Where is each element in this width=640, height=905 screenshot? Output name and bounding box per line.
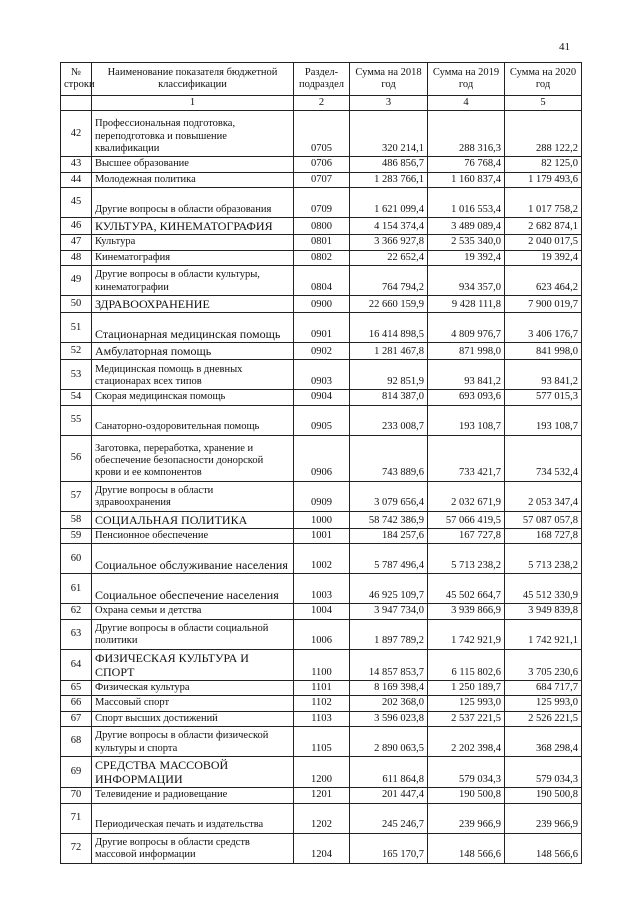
sum-2019-cell: 76 768,4 [428,157,505,172]
sum-2020-cell: 1 179 493,6 [505,172,582,187]
table-row [61,528,582,543]
header-sum-2020: Сумма на 2020 год [505,63,582,96]
sum-2018-cell: 1 621 099,4 [350,188,428,218]
sum-2019-cell: 934 357,0 [428,266,505,296]
sum-2020-cell: 2 682 874,1 [505,218,582,235]
sum-2018-cell: 92 851,9 [350,360,428,390]
row-number-cell: 72 [61,833,92,863]
sum-2018-cell: 22 652,4 [350,250,428,265]
sum-2019-cell: 733 421,7 [428,435,505,481]
header-sum-2018: Сумма на 2018 год [350,63,428,96]
sum-2020-cell: 3 406 176,7 [505,313,582,343]
sum-2018-cell: 4 154 374,4 [350,218,428,235]
header-row-number: № строки [61,63,92,96]
section-code-cell: 1006 [294,619,350,649]
indicator-name-cell: Другие вопросы в области физической культуры и спорта [92,727,294,757]
sum-2019-cell: 288 316,3 [428,111,505,157]
indicator-name-cell: Социальное обслуживание населения [92,544,294,574]
sum-2019-cell: 2 535 340,0 [428,235,505,250]
indicator-name-cell: Другие вопросы в области образования [92,188,294,218]
sum-2018-cell: 245 246,7 [350,803,428,833]
sum-2019-cell: 1 016 553,4 [428,188,505,218]
sum-2018-cell: 165 170,7 [350,833,428,863]
sum-2018-cell: 46 925 109,7 [350,574,428,604]
row-number-cell: 69 [61,757,92,788]
sum-2020-cell: 57 087 057,8 [505,511,582,528]
sum-2019-cell: 3 939 866,9 [428,604,505,619]
row-number-cell: 47 [61,235,92,250]
row-number-cell: 67 [61,711,92,726]
row-number-cell: 58 [61,511,92,528]
table-row [61,619,582,649]
indicator-name-cell: Высшее образование [92,157,294,172]
sum-2019-cell: 190 500,8 [428,788,505,803]
sum-2019-cell: 57 066 419,5 [428,511,505,528]
sum-2018-cell: 320 214,1 [350,111,428,157]
sum-2019-cell: 2 202 398,4 [428,727,505,757]
sum-2020-cell: 45 512 330,9 [505,574,582,604]
row-number-cell: 65 [61,680,92,695]
row-number-cell: 60 [61,544,92,574]
section-code-cell: 1003 [294,574,350,604]
row-number-cell: 55 [61,405,92,435]
sum-2019-cell: 1 250 189,7 [428,680,505,695]
sum-2019-cell: 693 093,6 [428,390,505,405]
row-number-cell: 46 [61,218,92,235]
sum-2020-cell: 168 727,8 [505,528,582,543]
row-number-cell: 53 [61,360,92,390]
indicator-name-cell: Медицинская помощь в дневных стационарах всех типов [92,360,294,390]
sum-2020-cell: 3 705 230,6 [505,649,582,680]
section-code-cell: 0906 [294,435,350,481]
sum-2020-cell: 684 717,7 [505,680,582,695]
sum-2020-cell: 288 122,2 [505,111,582,157]
sum-2018-cell: 202 368,0 [350,696,428,711]
sum-2018-cell: 3 366 927,8 [350,235,428,250]
indicator-name-cell: Скорая медицинская помощь [92,390,294,405]
header-sum-2019: Сумма на 2019 год [428,63,505,96]
table-row [61,604,582,619]
table-row [61,157,582,172]
section-code-cell: 1100 [294,649,350,680]
indicator-name-cell: Телевидение и радиовещание [92,788,294,803]
section-code-cell: 1204 [294,833,350,863]
sum-2018-cell: 1 283 766,1 [350,172,428,187]
sum-2018-cell: 611 864,8 [350,757,428,788]
section-code-cell: 1105 [294,727,350,757]
row-number-cell: 44 [61,172,92,187]
sum-2018-cell: 3 596 023,8 [350,711,428,726]
sum-2018-cell: 3 079 656,4 [350,481,428,511]
section-code-cell: 0705 [294,111,350,157]
sum-2019-cell: 1 160 837,4 [428,172,505,187]
sum-2018-cell: 233 008,7 [350,405,428,435]
table-row [61,435,582,481]
table-header [61,63,582,111]
table-row [61,711,582,726]
section-code-cell: 1001 [294,528,350,543]
sum-2019-cell: 125 993,0 [428,696,505,711]
table-row [61,574,582,604]
row-number-cell: 70 [61,788,92,803]
row-number-cell: 45 [61,188,92,218]
indicator-name-cell: ФИЗИЧЕСКАЯ КУЛЬТУРА И СПОРТ [92,649,294,680]
row-number-cell: 57 [61,481,92,511]
table-row [61,235,582,250]
indicator-name-cell: Массовый спорт [92,696,294,711]
sum-2020-cell: 93 841,2 [505,360,582,390]
header-section-code: Раздел-подраздел [294,63,350,96]
table-row [61,188,582,218]
sum-2020-cell: 148 566,6 [505,833,582,863]
table-row [61,757,582,788]
sum-2020-cell: 841 998,0 [505,343,582,360]
section-code-cell: 1002 [294,544,350,574]
table-row [61,544,582,574]
indicator-name-cell: Культура [92,235,294,250]
sum-2018-cell: 201 447,4 [350,788,428,803]
section-code-cell: 0903 [294,360,350,390]
sum-2019-cell: 2 537 221,5 [428,711,505,726]
section-code-cell: 1103 [294,711,350,726]
section-code-cell: 1201 [294,788,350,803]
sum-2019-cell: 93 841,2 [428,360,505,390]
table-row [61,833,582,863]
indicator-name-cell: Периодическая печать и издательства [92,803,294,833]
sum-2020-cell: 579 034,3 [505,757,582,788]
table-row [61,405,582,435]
indicator-name-cell: Кинематография [92,250,294,265]
column-number-cell: 5 [505,96,582,111]
row-number-cell: 52 [61,343,92,360]
sum-2018-cell: 1 281 467,8 [350,343,428,360]
section-code-cell: 1200 [294,757,350,788]
section-code-cell: 0707 [294,172,350,187]
sum-2018-cell: 184 257,6 [350,528,428,543]
indicator-name-cell: Другие вопросы в области здравоохранения [92,481,294,511]
sum-2019-cell: 2 032 671,9 [428,481,505,511]
sum-2018-cell: 5 787 496,4 [350,544,428,574]
sum-2019-cell: 19 392,4 [428,250,505,265]
sum-2019-cell: 148 566,6 [428,833,505,863]
sum-2020-cell: 2 053 347,4 [505,481,582,511]
sum-2019-cell: 5 713 238,2 [428,544,505,574]
sum-2018-cell: 16 414 898,5 [350,313,428,343]
sum-2018-cell: 743 889,6 [350,435,428,481]
sum-2020-cell: 623 464,2 [505,266,582,296]
section-code-cell: 0706 [294,157,350,172]
table-row [61,680,582,695]
indicator-name-cell: Стационарная медицинская помощь [92,313,294,343]
indicator-name-cell: Молодежная политика [92,172,294,187]
sum-2020-cell: 190 500,8 [505,788,582,803]
row-number-cell: 63 [61,619,92,649]
row-number-cell: 48 [61,250,92,265]
sum-2020-cell: 734 532,4 [505,435,582,481]
sum-2020-cell: 2 526 221,5 [505,711,582,726]
sum-2019-cell: 9 428 111,8 [428,296,505,313]
indicator-name-cell: Амбулаторная помощь [92,343,294,360]
table-row [61,360,582,390]
section-code-cell: 1102 [294,696,350,711]
row-number-cell: 62 [61,604,92,619]
sum-2019-cell: 579 034,3 [428,757,505,788]
row-number-cell: 43 [61,157,92,172]
indicator-name-cell: Профессиональная подготовка, переподготовка и повышение квалификации [92,111,294,157]
section-code-cell: 0709 [294,188,350,218]
sum-2020-cell: 19 392,4 [505,250,582,265]
sum-2020-cell: 3 949 839,8 [505,604,582,619]
sum-2020-cell: 2 040 017,5 [505,235,582,250]
row-number-cell: 64 [61,649,92,680]
section-code-cell: 1000 [294,511,350,528]
section-code-cell: 0900 [294,296,350,313]
table-row [61,343,582,360]
table-row [61,511,582,528]
sum-2020-cell: 193 108,7 [505,405,582,435]
indicator-name-cell: Спорт высших достижений [92,711,294,726]
sum-2018-cell: 14 857 853,7 [350,649,428,680]
section-code-cell: 0902 [294,343,350,360]
table-row [61,481,582,511]
table-row [61,296,582,313]
page-number: 41 [559,41,570,53]
section-code-cell: 1004 [294,604,350,619]
section-code-cell: 0904 [294,390,350,405]
table-row [61,250,582,265]
table-row [61,313,582,343]
row-number-cell: 61 [61,574,92,604]
column-number-cell: 4 [428,96,505,111]
indicator-name-cell: Физическая культура [92,680,294,695]
indicator-name-cell: СРЕДСТВА МАССОВОЙ ИНФОРМАЦИИ [92,757,294,788]
indicator-name-cell: КУЛЬТУРА, КИНЕМАТОГРАФИЯ [92,218,294,235]
sum-2020-cell: 368 298,4 [505,727,582,757]
sum-2018-cell: 486 856,7 [350,157,428,172]
sum-2020-cell: 1 742 921,1 [505,619,582,649]
sum-2018-cell: 22 660 159,9 [350,296,428,313]
table-row [61,266,582,296]
indicator-name-cell: Охрана семьи и детства [92,604,294,619]
sum-2020-cell: 239 966,9 [505,803,582,833]
indicator-name-cell: ЗДРАВООХРАНЕНИЕ [92,296,294,313]
table-body [61,111,582,863]
column-number-cell: 3 [350,96,428,111]
sum-2019-cell: 193 108,7 [428,405,505,435]
sum-2020-cell: 577 015,3 [505,390,582,405]
sum-2019-cell: 3 489 089,4 [428,218,505,235]
table-row [61,803,582,833]
row-number-cell: 42 [61,111,92,157]
row-number-cell: 54 [61,390,92,405]
section-code-cell: 0905 [294,405,350,435]
sum-2018-cell: 3 947 734,0 [350,604,428,619]
table-row [61,696,582,711]
row-number-cell: 51 [61,313,92,343]
table-row [61,218,582,235]
column-number-cell [61,96,92,111]
sum-2018-cell: 8 169 398,4 [350,680,428,695]
indicator-name-cell: Другие вопросы в области социальной политики [92,619,294,649]
indicator-name-cell: Пенсионное обеспечение [92,528,294,543]
table-row [61,172,582,187]
row-number-cell: 56 [61,435,92,481]
sum-2019-cell: 4 809 976,7 [428,313,505,343]
section-code-cell: 0802 [294,250,350,265]
row-number-cell: 59 [61,528,92,543]
sum-2020-cell: 125 993,0 [505,696,582,711]
table-row [61,111,582,157]
sum-2019-cell: 239 966,9 [428,803,505,833]
indicator-name-cell: Санаторно-оздоровительная помощь [92,405,294,435]
sum-2018-cell: 814 387,0 [350,390,428,405]
sum-2018-cell: 2 890 063,5 [350,727,428,757]
sum-2019-cell: 6 115 802,6 [428,649,505,680]
table-row [61,727,582,757]
sum-2019-cell: 1 742 921,9 [428,619,505,649]
sum-2020-cell: 7 900 019,7 [505,296,582,313]
section-code-cell: 1202 [294,803,350,833]
table-row [61,649,582,680]
sum-2018-cell: 58 742 386,9 [350,511,428,528]
sum-2020-cell: 5 713 238,2 [505,544,582,574]
column-number-cell: 1 [92,96,294,111]
indicator-name-cell: Социальное обеспечение населения [92,574,294,604]
indicator-name-cell: Другие вопросы в области культуры, кинематографии [92,266,294,296]
budget-table [60,62,582,864]
row-number-cell: 49 [61,266,92,296]
indicator-name-cell: Другие вопросы в области средств массовой информации [92,833,294,863]
indicator-name-cell: Заготовка, переработка, хранение и обеспечение безопасности донорской крови и ее компонентов [92,435,294,481]
row-number-cell: 50 [61,296,92,313]
section-code-cell: 0804 [294,266,350,296]
section-code-cell: 0800 [294,218,350,235]
sum-2019-cell: 45 502 664,7 [428,574,505,604]
sum-2018-cell: 764 794,2 [350,266,428,296]
sum-2018-cell: 1 897 789,2 [350,619,428,649]
sum-2019-cell: 871 998,0 [428,343,505,360]
section-code-cell: 0801 [294,235,350,250]
section-code-cell: 0901 [294,313,350,343]
row-number-cell: 68 [61,727,92,757]
header-indicator-name: Наименование показателя бюджетной классификации [92,63,294,96]
section-code-cell: 0909 [294,481,350,511]
row-number-cell: 66 [61,696,92,711]
row-number-cell: 71 [61,803,92,833]
sum-2020-cell: 1 017 758,2 [505,188,582,218]
section-code-cell: 1101 [294,680,350,695]
sum-2020-cell: 82 125,0 [505,157,582,172]
table-row [61,788,582,803]
table-row [61,390,582,405]
sum-2019-cell: 167 727,8 [428,528,505,543]
column-number-cell: 2 [294,96,350,111]
indicator-name-cell: СОЦИАЛЬНАЯ ПОЛИТИКА [92,511,294,528]
